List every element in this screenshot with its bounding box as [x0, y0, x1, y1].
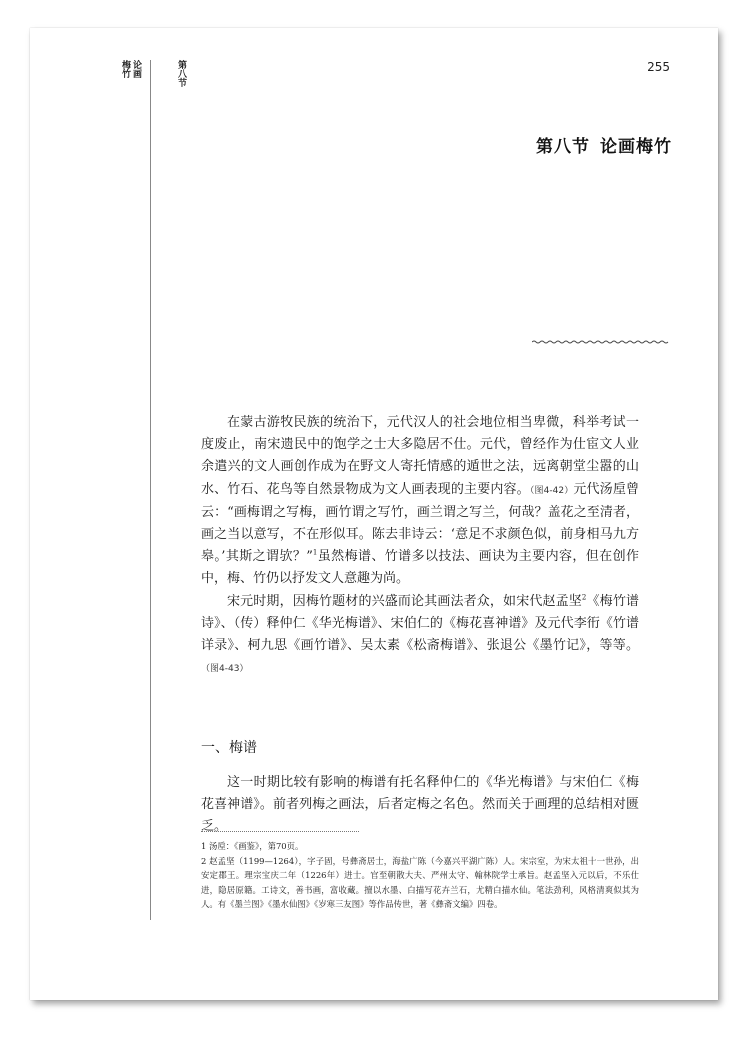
wave-divider [532, 338, 670, 346]
footnote-rule [201, 831, 359, 832]
footnote-1: 1 汤垕：《画鉴》，第70页。 [201, 841, 304, 851]
paragraph-3: 这一时期比较有影响的梅谱有托名释仲仁的《华光梅谱》与宋伯仁《梅花喜神谱》。前者列梅之画法，后者定梅之名色。然而关于画理的总结相对匮乏。 [201, 775, 639, 835]
page-number: 255 [647, 60, 670, 74]
figure-ref-4-42: （图4-42） [529, 485, 574, 496]
section-title-label: 第八节 [536, 137, 590, 157]
paragraph-1-text-end: 虽然梅谱、竹谱多以技法、画诀为主要内容，但在创作中，梅、竹仍以抒发文人意趣为尚。 [201, 549, 639, 587]
margin-rule [150, 60, 151, 920]
section-side-label [176, 60, 185, 91]
figure-ref-4-43: （图4-43） [201, 664, 249, 675]
footnote-2: 2 赵孟坚（1199—1264），字子固，号彝斋居士，海盐广陈（今嘉兴平湖广陈）人。宋宗室，为宋太祖十一世孙，出安定郡王。理宗宝庆二年（1226年）进士。官至朝散大夫、严州太守、翰林院学士承旨。赵孟坚入元以后，不乐仕进，隐居原籍。工诗文，善书画，富收藏。擅以水墨、白描写花卉兰石，尤精白描水仙。笔法劲利，风格清爽似其为人。有《墨兰图》《墨水仙图》《岁寒三友图》等作品传世，著《彝斋文编》四卷。 [201, 855, 639, 910]
paragraph-1 [201, 412, 639, 591]
subsection-heading: 一、梅谱 [201, 740, 257, 756]
main-text [201, 412, 639, 680]
subsection-text [201, 772, 639, 839]
section-side-text: 第八节 [176, 60, 186, 87]
paragraph-2-text-end: 《梅竹谱诗》、（传）释仲仁《华光梅谱》、宋伯仁的《梅花喜神谱》及元代李衎《竹谱详录》、柯九思《画竹谱》、吴太素《松斋梅谱》、张退公《墨竹记》，等等。 [201, 593, 639, 654]
footnote-ref-2: 2 [581, 593, 587, 602]
chapter-side-label [120, 60, 140, 78]
footnote-ref-1: 1 [312, 548, 318, 557]
chapter-side-line-1: 论画 [131, 60, 141, 78]
section-title [536, 132, 672, 157]
footnotes [201, 839, 639, 912]
paragraph-1-quote: 元代汤垕曾云：“画梅谓之写梅，画竹谓之写竹，画兰谓之写兰，何哉？盖花之至清者，画之当以意写，不在形似耳。陈去非诗云：‘意足不求颜色似，前身相马九方皋。’其斯之谓欤？” [201, 481, 639, 565]
section-title-name: 论画梅竹 [600, 137, 672, 157]
paragraph-2-text: 宋元时期，因梅竹题材的兴盛而论其画法者众，如宋代赵孟坚 [227, 593, 582, 609]
paragraph-1-text: 在蒙古游牧民族的统治下，元代汉人的社会地位相当卑微，科举考试一度废止，南宋遗民中的饱学之士大多隐居不仕。元代，曾经作为仕宦文人业余遣兴的文人画创作成为在野文人寄托情感的遁世之法，远离朝堂尘嚣的山水、竹石、花鸟等自然景物成为文人画表现的主要内容。 [201, 415, 639, 497]
paragraph-2 [201, 591, 639, 681]
chapter-side-line-2: 梅竹 [120, 60, 130, 78]
